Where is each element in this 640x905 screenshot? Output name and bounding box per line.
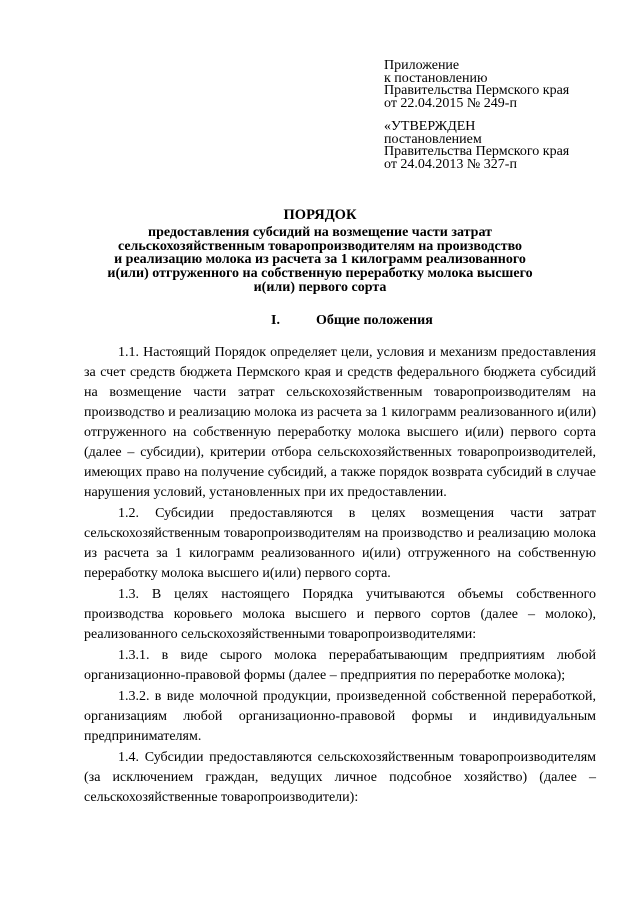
subtitle-line-5: и(или) первого сорта	[253, 279, 387, 295]
header-notes	[384, 60, 569, 171]
approved-line-3: Правительства Пермского края	[384, 144, 570, 159]
paragraph-1-1: 1.1. Настоящий Порядок определяет цели, условия и механизм предоставления за счет средств бюджета Пермского края и средств федерального бюджета субсидий на возмещение части затрат сельскохозяйственным товаропроизводителям на производство и реализацию молока из расчета за 1 килограмм реализованного и(или) отгруженного на собственную переработку молока высшего и(или) первого сорта (далее – субсидии), критерии отбора сельскохозяйственных товаропроизводителей, имеющих право на получение субсидий, а также порядок возврата субсидий в случае нарушения условий, установленных при их предоставлении.	[84, 345, 596, 500]
approved-note	[384, 121, 569, 171]
appendix-line-1: Приложение	[384, 58, 460, 73]
section-number: I.	[271, 313, 280, 328]
subtitle-line-1: предоставления субсидий на возмещение части затрат	[148, 225, 492, 240]
document-subtitle	[0, 226, 640, 295]
paragraph-1-4: 1.4. Субсидии предоставляются сельскохозяйственным товаропроизводителям (за исключением граждан, ведущих личное подсобное хозяйство) (далее – сельскохозяйственные товаропроизводители):	[84, 750, 596, 805]
paragraph-1-3-2: 1.3.2. в виде молочной продукции, произведенной собственной переработкой, организациям любой организационно-правовой формы и индивидуальным предпринимателям.	[84, 689, 596, 744]
paragraph-1-3-1: 1.3.1. в виде сырого молока перерабатывающим предприятиям любой организационно-правовой формы (далее – предприятия по переработке молока);	[84, 648, 596, 683]
subtitle-line-2: сельскохозяйственным товаропроизводителям на производство	[117, 238, 523, 254]
subtitle-line-4: и(или) отгруженного на собственную переработку молока высшего	[107, 266, 533, 282]
paragraph-1-3: 1.3. В целях настоящего Порядка учитываются объемы собственного производства коровьего молока высшего и первого сортов (далее – молоко), реализованного сельскохозяйственными товаропроизводителями:	[84, 587, 596, 642]
approved-line-2: постановлением	[384, 131, 482, 147]
approved-line-4: от 24.04.2013 № 327-п	[384, 156, 517, 172]
paragraph-1-2: 1.2. Субсидии предоставляются в целях возмещения части затрат сельскохозяйственным товаропроизводителям на производство и реализацию молока из расчета за 1 килограмм реализованного и(или) отгруженного на собственную переработку молока высшего и(или) первого сорта.	[84, 506, 596, 581]
subtitle-line-3: и реализацию молока из расчета за 1 килограмм реализованного	[114, 252, 526, 268]
appendix-line-3: Правительства Пермского края	[384, 83, 570, 98]
appendix-note	[384, 60, 569, 110]
approved-line-1: «УТВЕРЖДЕН	[384, 119, 476, 134]
appendix-line-4: от 22.04.2015 № 249-п	[384, 95, 517, 111]
document-title: ПОРЯДОК	[283, 207, 357, 223]
section-heading: Общие положения	[316, 313, 433, 328]
appendix-line-2: к постановлению	[384, 70, 488, 86]
document-body	[84, 343, 596, 809]
